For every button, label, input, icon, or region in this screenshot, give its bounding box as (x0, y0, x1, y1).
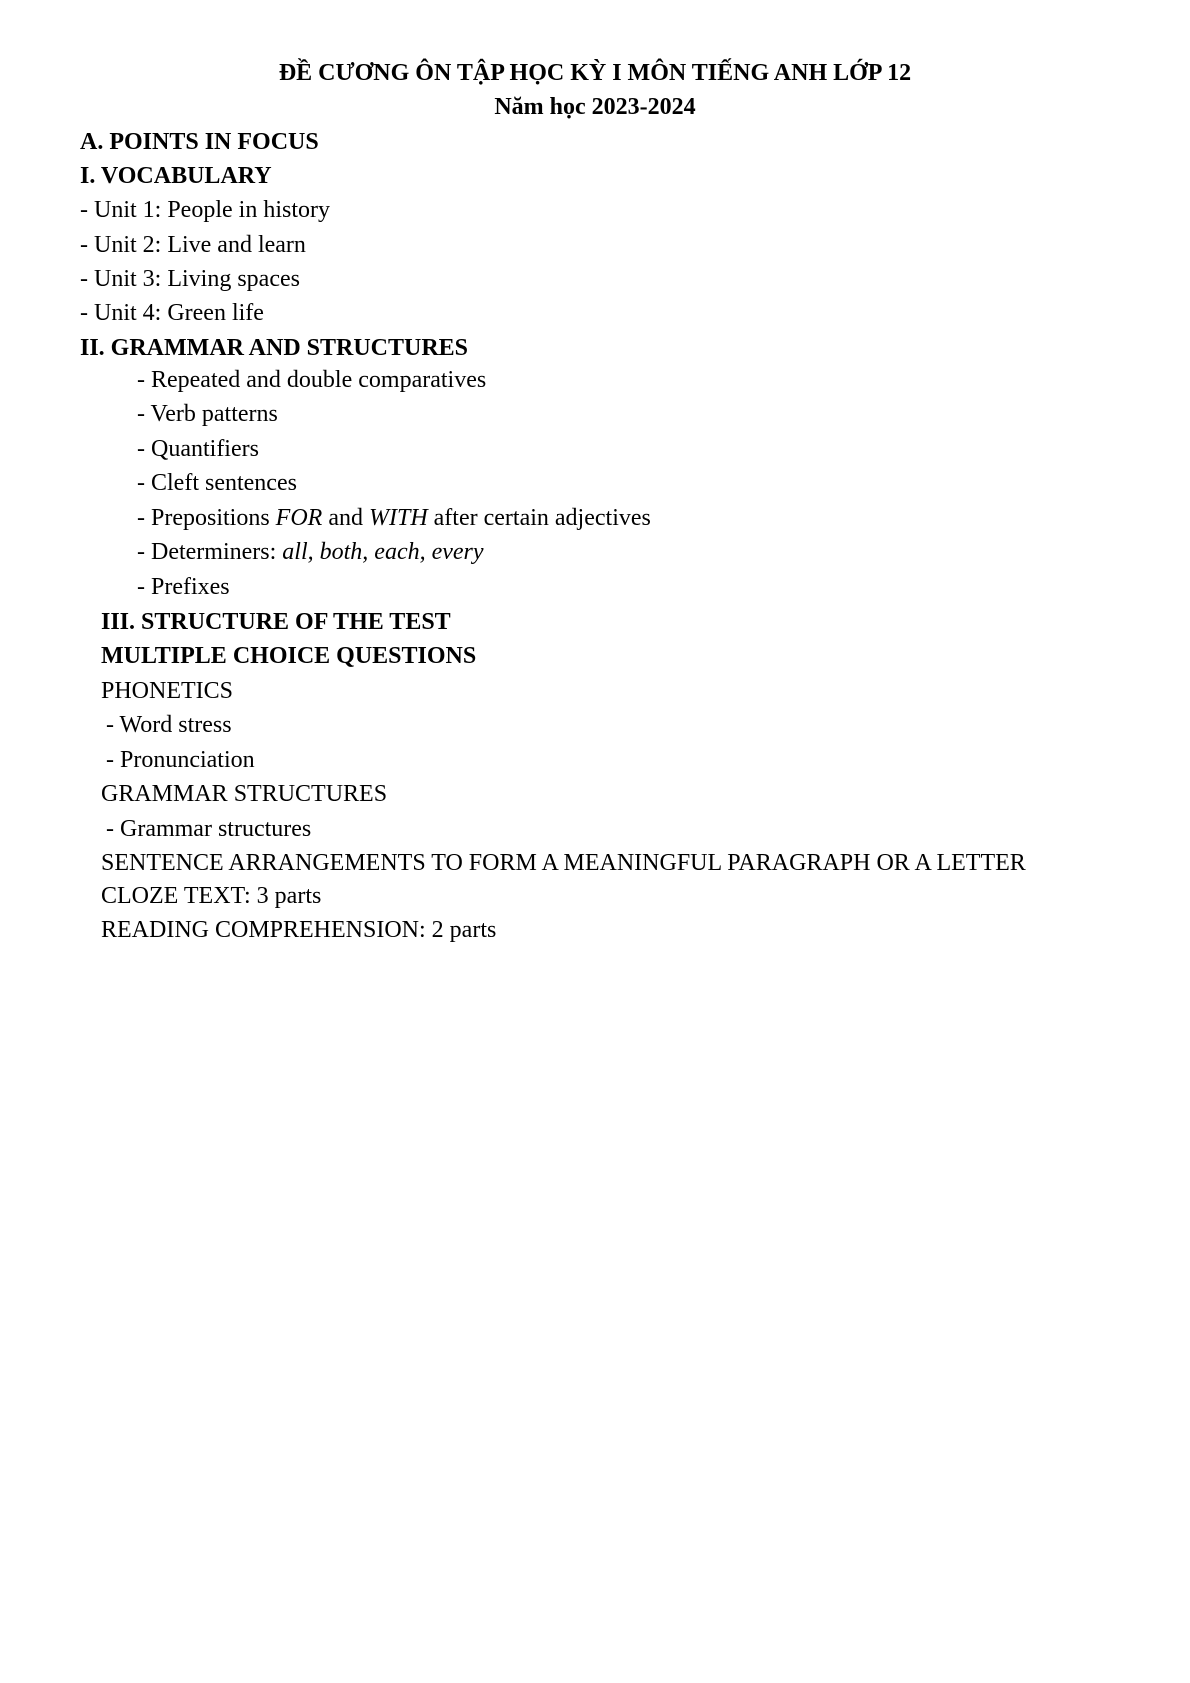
grammar-item: - Cleft sentences (137, 470, 297, 496)
section-a-heading: A. POINTS IN FOCUS (80, 129, 319, 155)
vocabulary-heading: I. VOCABULARY (80, 163, 272, 189)
document-title: ĐỀ CƯƠNG ÔN TẬP HỌC KỲ I MÔN TIẾNG ANH LỚP 12 (278, 60, 912, 86)
prepositions-word-for: FOR (275, 505, 323, 531)
grammar-structures-label: GRAMMAR STRUCTURES (101, 781, 388, 807)
school-year: Năm học 2023-2024 (494, 94, 696, 120)
phonetics-label: PHONETICS (101, 678, 234, 704)
prepositions-middle: and (322, 505, 369, 531)
vocabulary-item: - Unit 4: Green life (80, 300, 264, 326)
structure-heading: III. STRUCTURE OF THE TEST (101, 609, 451, 635)
vocabulary-item: - Unit 2: Live and learn (80, 232, 306, 258)
grammar-item: - Verb patterns (137, 401, 278, 427)
vocabulary-item: - Unit 3: Living spaces (80, 266, 300, 292)
reading-comprehension-label: READING COMPREHENSION: 2 parts (101, 917, 497, 943)
determiners-words: all, both, each, every (282, 539, 484, 565)
word-stress-item: - Word stress (106, 712, 232, 738)
vocabulary-item: - Unit 1: People in history (80, 197, 330, 223)
grammar-heading: II. GRAMMAR AND STRUCTURES (80, 335, 469, 361)
grammar-item-determiners (137, 537, 484, 567)
grammar-item: - Prefixes (137, 574, 230, 600)
pronunciation-item: - Pronunciation (106, 747, 255, 773)
determiners-prefix: - Determiners: (137, 539, 283, 565)
cloze-text-label: CLOZE TEXT: 3 parts (101, 883, 322, 909)
grammar-item-prepositions (137, 503, 651, 533)
prepositions-suffix: after certain adjectives (427, 505, 651, 531)
sentence-arrangements-label: SENTENCE ARRANGEMENTS TO FORM A MEANINGFUL PARAGRAPH OR A LETTER (101, 850, 1026, 876)
prepositions-word-with: WITH (368, 505, 428, 531)
grammar-item: - Repeated and double comparatives (137, 367, 487, 393)
multiple-choice-heading: MULTIPLE CHOICE QUESTIONS (101, 643, 477, 669)
prepositions-prefix: - Prepositions (137, 505, 276, 531)
grammar-structures-item: - Grammar structures (106, 816, 312, 842)
grammar-item: - Quantifiers (137, 436, 259, 462)
